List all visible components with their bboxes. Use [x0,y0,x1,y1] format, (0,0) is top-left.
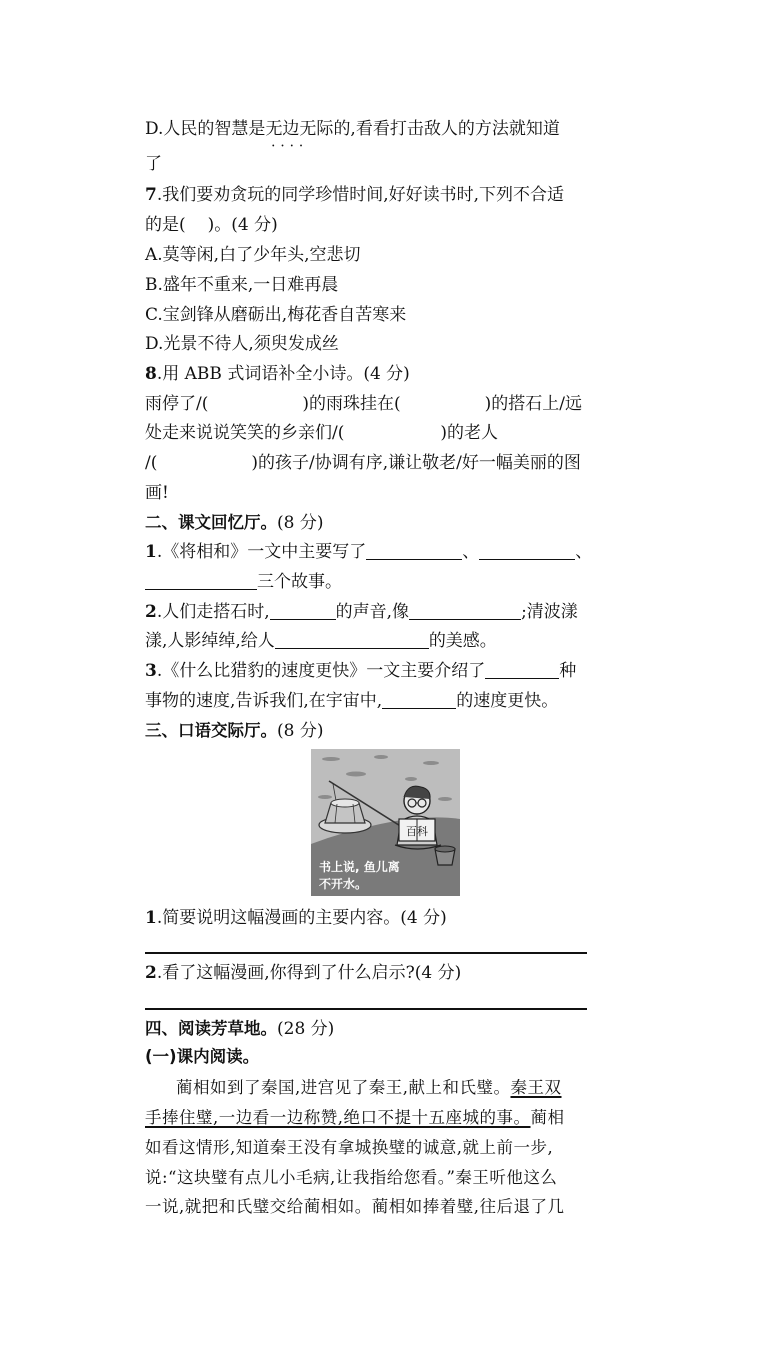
s2-q2-text-d: 漾,人影绰绰,给人 [145,631,275,651]
section-4-heading [145,1018,635,1040]
q6-option-d-text-end: 的,看看打击敌人的方法就知道 [333,119,560,139]
q8-stem [145,363,635,385]
s2-q3-text-d: 的速度更快。 [456,691,559,711]
q7-option-a: A.莫等闲,白了少年头,空悲切 [145,245,361,265]
q7-stem-cont [145,214,635,236]
passage-line-4: 说:“这块璧有点儿小毛病,让我指给您看。”秦王听他这么 [145,1168,558,1187]
s2-q1-sep2: 、 [575,542,593,562]
q7-stem [145,184,635,206]
q8-number: 8 [145,364,157,384]
answer-blank[interactable] [485,660,559,679]
passage-line-2-b: 蔺相 [530,1108,565,1127]
q7-stem-cont-pre: 的是( [145,215,186,235]
section-2-heading [145,512,635,534]
section-3-heading [145,720,635,742]
q7-stem-text: .我们要劝贪玩的同学珍惜时间,好好读书时,下列不合适 [156,185,565,205]
q8-l2-b: )的老人 [440,423,498,443]
s2-q1-text-end: 三个故事。 [257,572,342,592]
s2-q1-sep1: 、 [462,542,480,562]
q8-stem-text: .用 ABB 式词语补全小诗。(4 分) [156,364,410,384]
s2-q1-number: 1 [145,542,157,562]
answer-blank[interactable] [270,601,336,620]
passage-line-2 [145,1107,635,1129]
passage-underlined-1: 秦王双 [510,1078,562,1097]
s3-q2-number: 2 [145,963,157,983]
s3-q1-number: 1 [145,908,157,928]
q8-l3-a: /( [145,453,158,473]
s3-q2-answer-line[interactable] [145,1008,587,1010]
cartoon-caption-line-2: 不开水。 [319,877,368,891]
s2-q2-text-e: 的美感。 [428,631,497,651]
q8-l1-b: )的雨珠挂在( [302,394,401,414]
q6-option-d [145,118,635,140]
s3-q1-text: .简要说明这幅漫画的主要内容。(4 分) [156,908,447,928]
q7-stem-cont-post: )。(4 分) [207,215,278,235]
q8-l3-b: )的孩子/协调有序,谦让敬老/好一幅美丽的图 [251,453,581,473]
answer-blank[interactable] [479,541,575,560]
s2-q3-cont [145,690,635,712]
answer-blank[interactable] [366,541,462,560]
s2-q1 [145,541,635,563]
s3-q2 [145,962,635,984]
passage-line-3: 如看这情形,知道秦王没有拿城换璧的诚意,就上前一步, [145,1138,554,1157]
s2-q3 [145,660,635,682]
s2-q2 [145,601,635,623]
q7-option-c: C.宝剑锋从磨砺出,梅花香自苦寒来 [145,305,407,325]
answer-blank[interactable] [145,571,257,590]
q6-option-d-cont: 了 [145,154,162,174]
s2-q2-cont [145,630,635,652]
q7-number: 7 [145,185,157,205]
s3-q1 [145,907,635,929]
answer-blank[interactable] [382,690,456,709]
section-3-score: (8 分) [277,721,324,741]
s2-q1-cont [145,571,635,593]
section-4-sub: (一)课内阅读。 [145,1047,260,1066]
q8-poem-line-2 [145,422,635,444]
section-2-title: 二、课文回忆厅。 [145,513,277,532]
s2-q2-text-a: .人们走搭石时, [156,602,270,622]
passage-line-1-a: 蔺相如到了秦国,进宫见了秦王,献上和氏璧。 [176,1078,511,1097]
section-2-score: (8 分) [277,513,324,533]
q7-option-b: B.盛年不重来,一日难再晨 [145,275,339,295]
s2-q3-text-b: 种 [559,661,577,681]
passage-line-5: 一说,就把和氏璧交给蔺相如。蔺相如捧着璧,往后退了几 [145,1197,565,1216]
s3-q2-text: .看了这幅漫画,你得到了什么启示?(4 分) [156,963,462,983]
s2-q3-number: 3 [145,661,157,681]
q8-l2-a: 处走来说说笑笑的乡亲们/( [145,423,345,443]
answer-blank[interactable] [275,630,429,649]
s2-q3-text-a: .《什么比猎豹的速度更快》一文主要介绍了 [156,661,486,681]
cartoon-caption-line-1: 书上说, 鱼儿离 [319,860,400,874]
passage-line-1 [176,1077,635,1099]
section-3-title: 三、口语交际厅。 [145,721,277,740]
s2-q3-text-c: 事物的速度,告诉我们,在宇宙中, [145,691,383,711]
answer-blank[interactable] [409,601,521,620]
bucket [435,846,455,865]
q8-l1-c: )的搭石上/远 [484,394,583,414]
section-4-score: (28 分) [277,1019,335,1039]
q8-l1-a: 雨停了/( [145,394,209,414]
q7-option-d: D.光景不待人,须臾发成丝 [145,334,339,354]
s3-q1-answer-line[interactable] [145,952,587,954]
q8-poem-line-1 [145,393,635,415]
cartoon-book-label: 百科 [406,825,428,838]
q6-emphasis-text: 无边无际 • • [265,119,333,139]
q6-option-d-text: D.人民的智慧是 [145,119,266,139]
s2-q2-number: 2 [145,602,157,622]
section-4-title: 四、阅读芳草地。 [145,1019,277,1038]
s2-q2-text-b: 的声音,像 [335,602,410,622]
q8-poem-line-3 [145,452,635,474]
s2-q1-text: .《将相和》一文中主要写了 [156,542,367,562]
s2-q2-text-c: ;清波漾 [521,602,578,622]
q8-poem-line-4: 画! [145,483,169,503]
cartoon-illustration [311,749,460,896]
passage-underlined-2: 手捧住璧,一边看一边称赞,绝口不提十五座城的事。 [145,1108,531,1127]
